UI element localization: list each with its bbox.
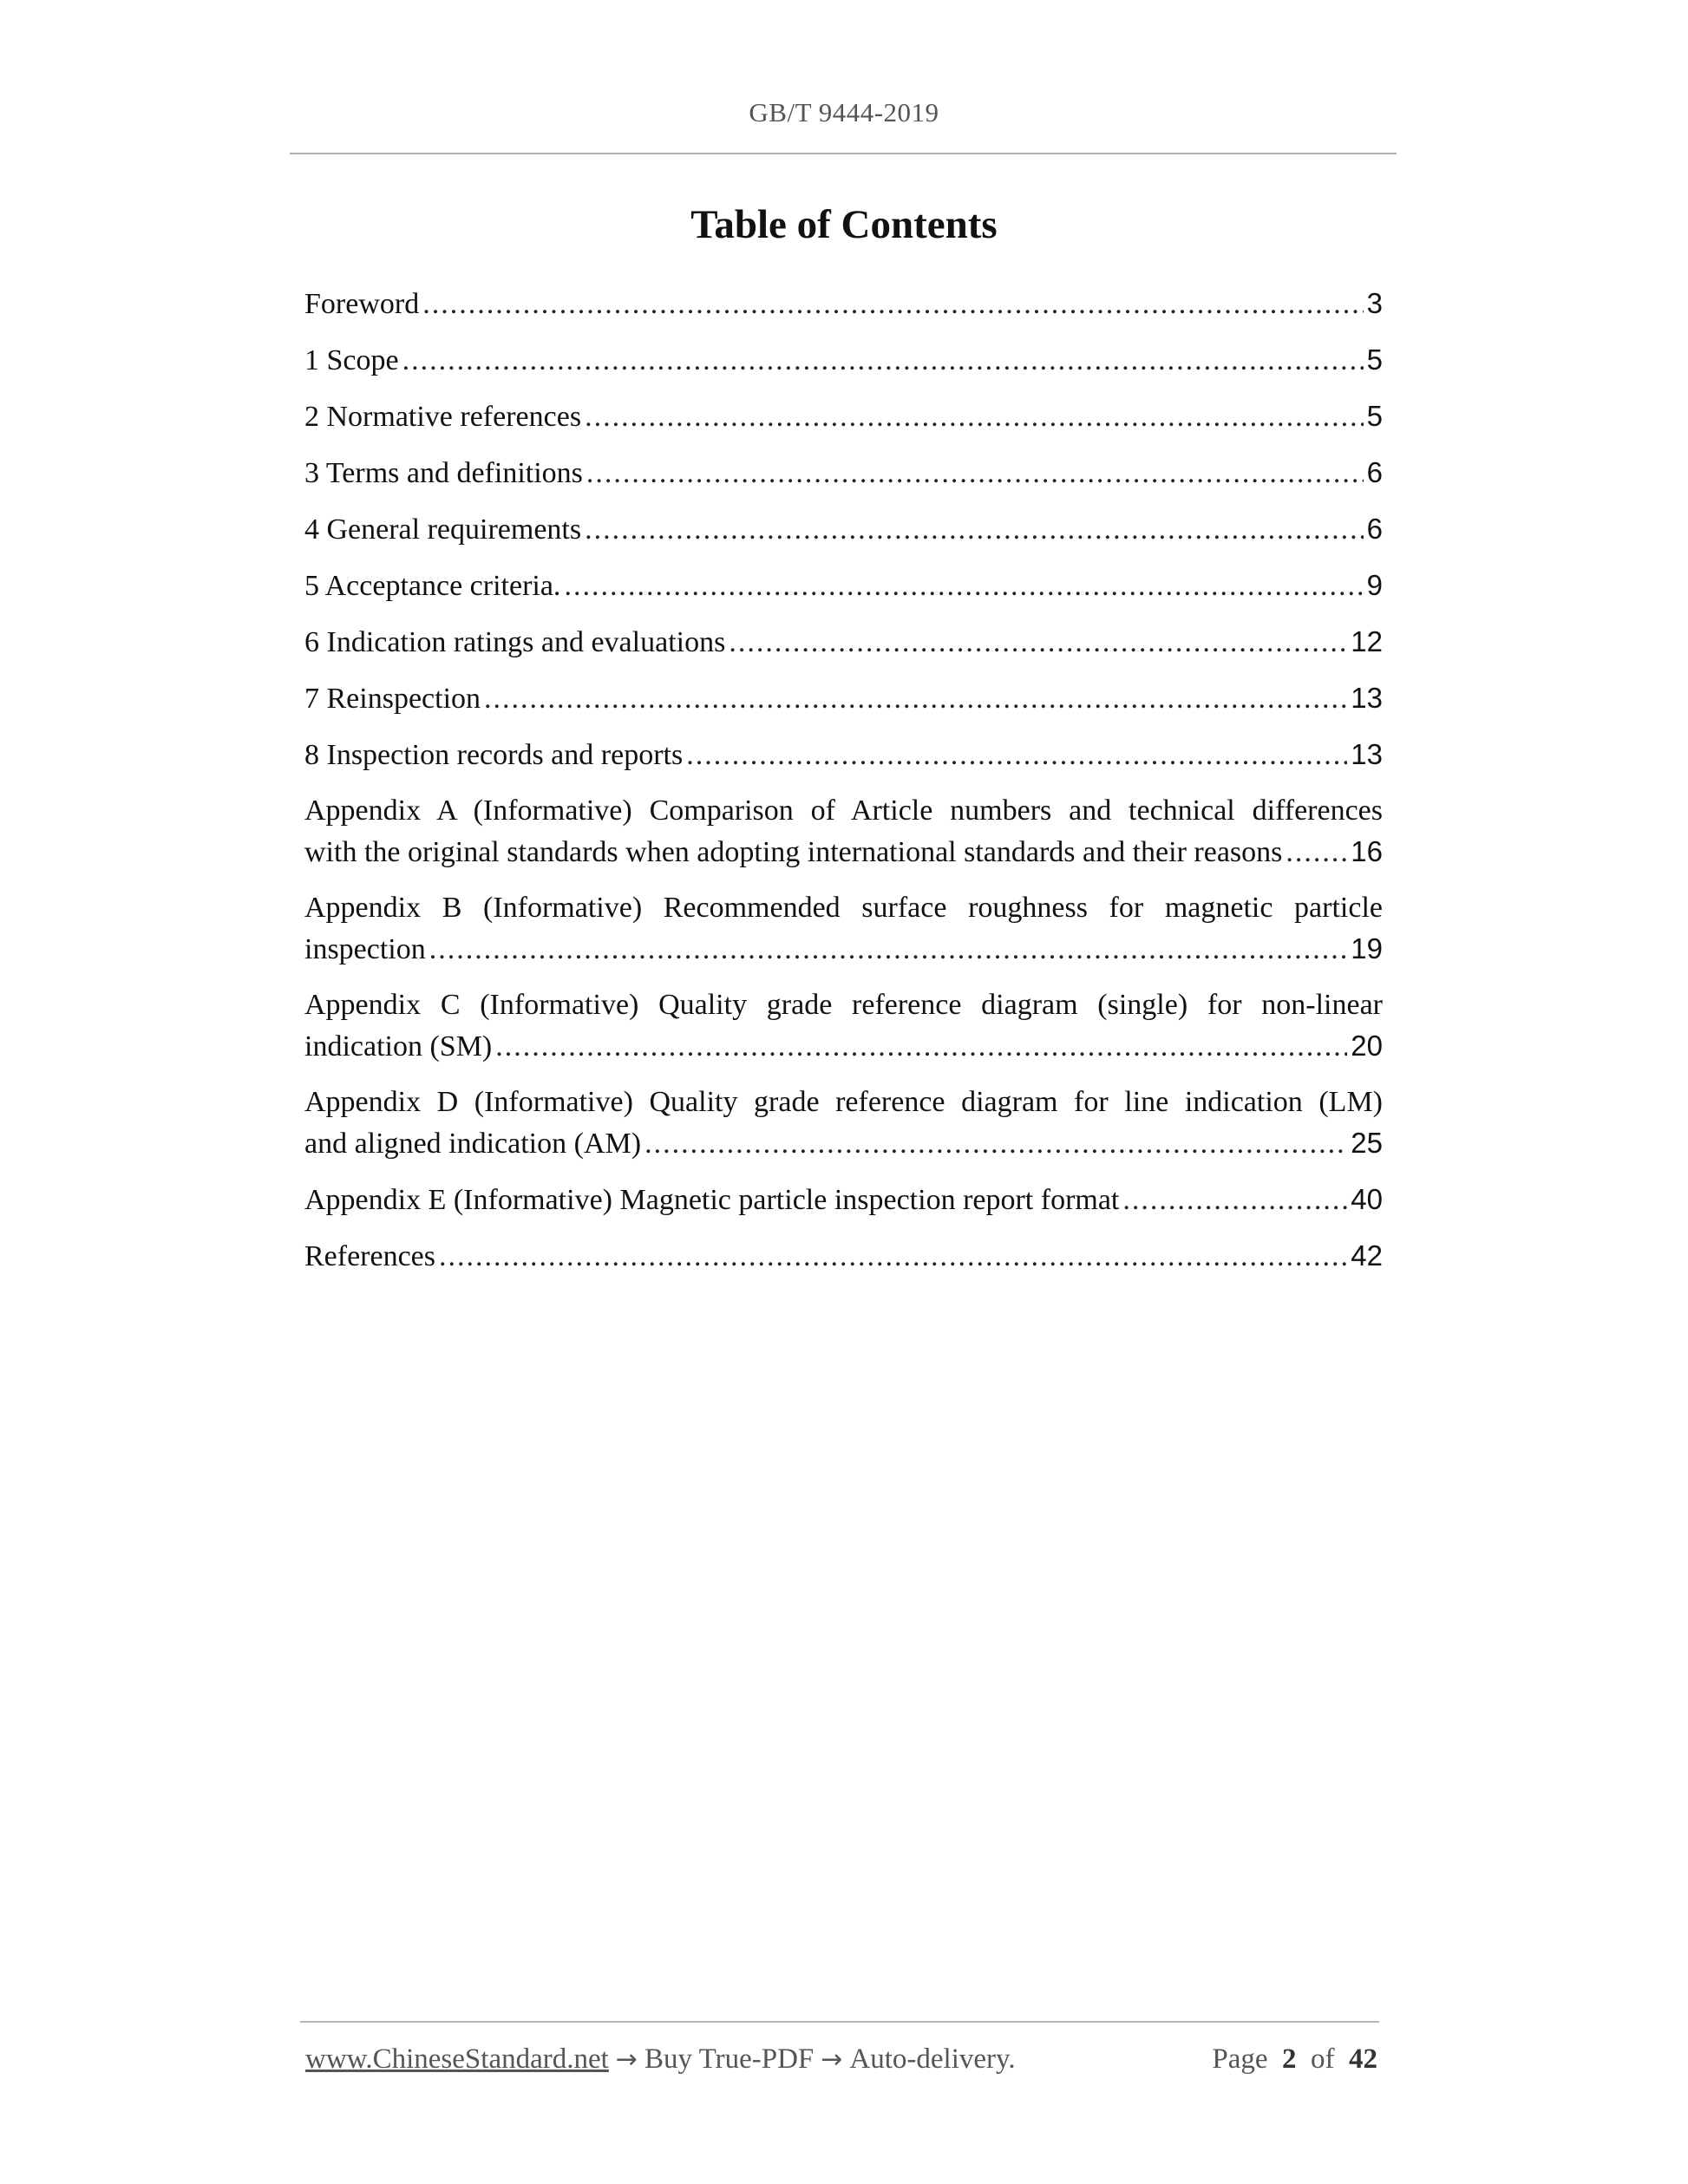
toc-entry-label: and aligned indication (AM) <box>304 1128 642 1160</box>
toc-title: Table of Contents <box>690 202 998 247</box>
toc-entry-lead: Appendix B (Informative) Recommended surface roughness for magnetic particle <box>304 892 1383 924</box>
toc-entry-appendix-e[interactable] <box>304 1179 1383 1220</box>
toc-entry-label: indication (SM) <box>304 1030 493 1063</box>
toc-leader-dots <box>429 929 1348 970</box>
toc-entry-normative-references[interactable] <box>304 396 1383 437</box>
toc-entry-label: 8 Inspection records and reports <box>304 739 684 771</box>
toc-entry-page: 13 <box>1351 682 1383 714</box>
toc-entry-scope[interactable] <box>304 339 1383 381</box>
toc-entry-page: 5 <box>1366 343 1383 376</box>
toc-entry-page: 20 <box>1351 1030 1383 1062</box>
toc-entry-page: 40 <box>1351 1183 1383 1215</box>
of-word: of <box>1311 2043 1335 2075</box>
toc-entry-label: 2 Normative references <box>304 401 582 433</box>
toc-entry-page: 3 <box>1366 287 1383 319</box>
toc-entry-appendix-a[interactable] <box>304 790 1383 873</box>
document-header-id: GB/T 9444-2019 <box>749 97 939 128</box>
toc-entry-page: 16 <box>1351 835 1383 867</box>
toc-entry-page: 13 <box>1351 738 1383 770</box>
toc-entry-terms-definitions[interactable] <box>304 452 1383 494</box>
toc-entry-page: 5 <box>1366 400 1383 432</box>
toc-entry-appendix-d[interactable] <box>304 1082 1383 1164</box>
toc-entry-label: with the original standards when adopting international standards and their reasons <box>304 836 1283 868</box>
toc-entry-inspection-records[interactable] <box>304 734 1383 775</box>
buy-true-pdf-text: Buy True-PDF <box>644 2043 815 2075</box>
toc-entry-page: 42 <box>1351 1239 1383 1272</box>
page-footer <box>305 2043 1377 2082</box>
arrow-right-icon: → <box>821 2044 843 2075</box>
toc-entry-page: 19 <box>1351 932 1383 964</box>
page-total: 42 <box>1349 2043 1377 2075</box>
toc-entry-references[interactable] <box>304 1235 1383 1277</box>
toc-leader-dots <box>422 284 1363 324</box>
toc-entry-label: 4 General requirements <box>304 513 582 546</box>
header-divider <box>290 153 1397 154</box>
toc-leader-dots <box>1286 832 1347 873</box>
footer-divider <box>300 2021 1379 2023</box>
toc-entry-label: inspection <box>304 933 426 965</box>
toc-entry-lead: Appendix A (Informative) Comparison of Article numbers and technical differences <box>304 794 1383 827</box>
toc-leader-dots <box>402 340 1364 381</box>
page-current: 2 <box>1282 2043 1297 2075</box>
toc-entry-appendix-b[interactable] <box>304 887 1383 970</box>
toc-leader-dots <box>1122 1180 1347 1220</box>
toc-entry-label: 1 Scope <box>304 344 399 376</box>
toc-leader-dots <box>439 1236 1347 1277</box>
toc-leader-dots <box>729 622 1347 663</box>
toc-entry-label: 7 Reinspection <box>304 683 481 715</box>
toc-entry-foreword[interactable] <box>304 283 1383 324</box>
toc-entry-appendix-c[interactable] <box>304 984 1383 1067</box>
toc-entry-label: Appendix E (Informative) Magnetic particle inspection report format <box>304 1184 1120 1216</box>
toc-entry-label: References <box>304 1240 436 1272</box>
footer-promo <box>305 2043 1016 2076</box>
toc-entry-label: 3 Terms and definitions <box>304 457 583 489</box>
page-word: Page <box>1212 2043 1268 2075</box>
toc-leader-dots <box>644 1123 1347 1164</box>
toc-entry-page: 9 <box>1366 569 1383 601</box>
toc-list <box>304 283 1383 1291</box>
toc-leader-dots <box>564 566 1363 606</box>
toc-entry-lead: Appendix C (Informative) Quality grade reference diagram (single) for non-linear <box>304 989 1383 1021</box>
toc-entry-page: 25 <box>1351 1127 1383 1159</box>
toc-leader-dots <box>585 396 1364 437</box>
site-link[interactable]: www.ChineseStandard.net <box>305 2043 609 2075</box>
toc-entry-label: 6 Indication ratings and evaluations <box>304 626 726 658</box>
toc-leader-dots <box>686 735 1347 775</box>
toc-leader-dots <box>586 453 1364 494</box>
toc-entry-page: 6 <box>1366 456 1383 488</box>
toc-entry-general-requirements[interactable] <box>304 508 1383 550</box>
auto-delivery-text: Auto-delivery. <box>849 2043 1016 2075</box>
toc-entry-label: 5 Acceptance criteria. <box>304 570 561 602</box>
toc-leader-dots <box>495 1026 1347 1067</box>
toc-entry-acceptance-criteria[interactable] <box>304 565 1383 606</box>
toc-leader-dots <box>585 509 1364 550</box>
toc-entry-page: 12 <box>1351 625 1383 657</box>
toc-entry-lead: Appendix D (Informative) Quality grade reference diagram for line indication (LM) <box>304 1086 1383 1118</box>
toc-entry-page: 6 <box>1366 513 1383 545</box>
toc-entry-label: Foreword <box>304 288 420 320</box>
toc-entry-reinspection[interactable] <box>304 677 1383 719</box>
toc-entry-indication-ratings[interactable] <box>304 621 1383 663</box>
toc-leader-dots <box>484 678 1347 719</box>
arrow-right-icon: → <box>615 2044 638 2075</box>
page-number <box>1212 2043 1377 2076</box>
